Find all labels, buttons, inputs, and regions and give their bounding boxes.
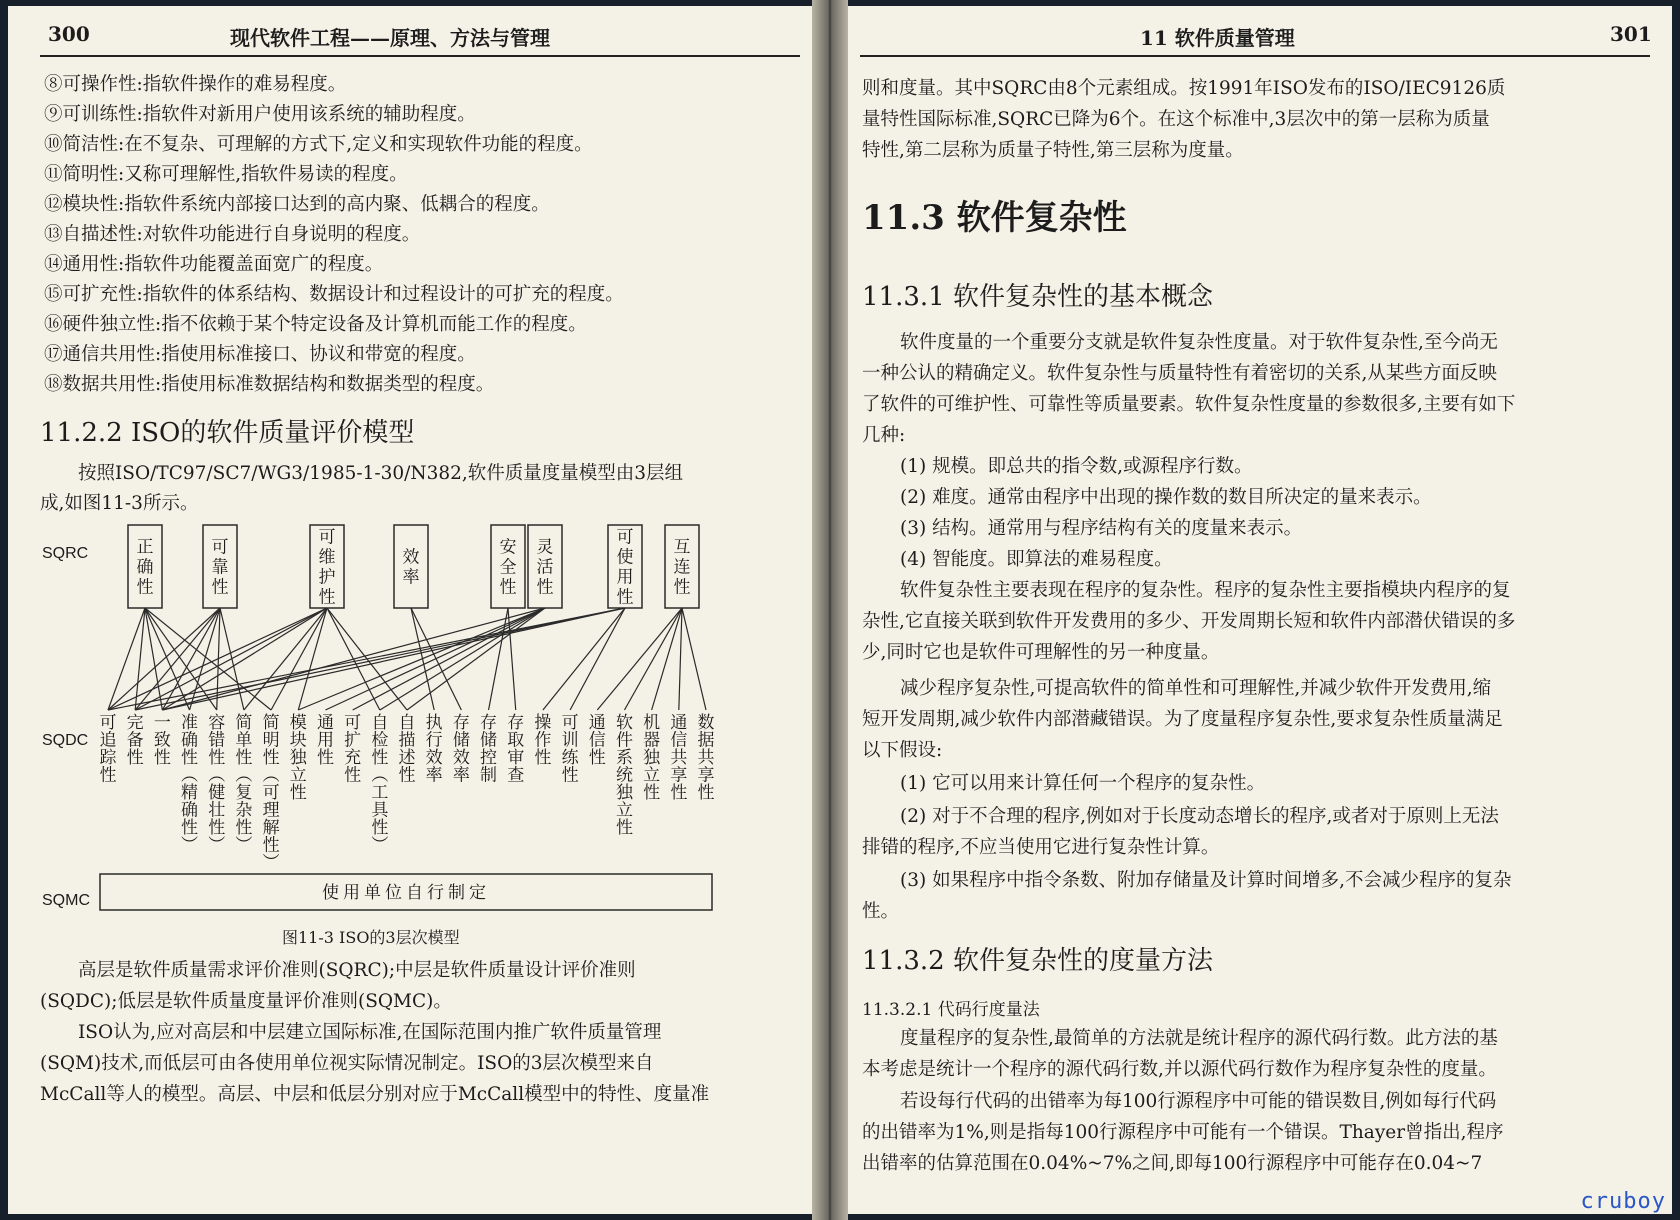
left-page-number: 300 [48,22,90,46]
sqdc-item-char: 统 [615,765,633,786]
sqdc-item-char: 存 [480,713,498,733]
sqdc-item-char: 训 [561,730,579,751]
sqrc-box-char: 性 [536,577,554,598]
sqdc-item-char: 立 [289,765,307,786]
body-line: 杂性,它直接关联到软件开发费用的多少、开发周期长短和软件内部潜伏错误的多 [862,611,1516,632]
sqdc-item-char: 性 [262,748,280,768]
sqdc-item-char: ︶ [181,835,199,856]
body-line: 量特性国际标准,SQRC已降为6个。在这个标准中,3层次中的第一层称为质量 [862,109,1490,130]
sqdc-item-char: ︶ [371,835,389,856]
sqdc-item-char: 储 [452,730,470,751]
sqdc-item-char: 简 [262,713,280,733]
assumption-line: 排错的程序,不应当使用它进行复杂性计算。 [862,837,1220,858]
sqdc-item-char: 器 [643,730,661,751]
sqrc-box-char: 护 [318,567,336,588]
connection-line [190,608,220,710]
connection-line [682,608,706,710]
watermark: cruboy [1580,1189,1666,1214]
sqdc-item-char: 共 [697,748,715,768]
sqdc-item-char: 性 [561,765,579,786]
body-line: (SQM)技术,而低层可由各使用单位视实际情况制定。ISO的3层次模型来自 [40,1053,654,1074]
sqrc-box-char: 使 [616,547,634,568]
sqrc-box-char: 灵 [536,537,554,558]
list-item: ⑧可操作性:指软件操作的难易程度。 [44,74,347,95]
sqdc-item-char: 致 [153,730,171,751]
sqdc-item-char: 通 [316,713,334,733]
sqdc-item-char: 性 [235,818,253,838]
sqdc-item-char: 错 [208,730,226,751]
sqdc-item-char: 效 [452,748,470,768]
body-line: 短开发周期,减少软件内部潜藏错误。为了度量程序复杂性,要求复杂性质量满足 [862,709,1503,730]
sqdc-item-char: 机 [643,713,661,733]
sqdc-item-char: 理 [262,800,280,821]
sqrc-boxes [128,525,699,608]
sqdc-item-char: 复 [235,783,253,803]
sqrc-box-char: 性 [136,577,154,598]
sqdc-item-char: 制 [480,765,498,786]
sqdc-item-char: 共 [670,748,688,768]
list-item: ⑩简洁性:在不复杂、可理解的方式下,定义和实现软件功能的程度。 [44,134,593,155]
sqdc-item-char: 行 [425,730,443,751]
sqdc-item-char: 性 [181,818,199,838]
sqdc-item-char: 效 [425,748,443,768]
sqdc-item-char: 执 [425,713,443,733]
sqdc-item-char: 性 [235,748,253,768]
body-line: 高层是软件质量需求评价准则(SQRC);中层是软件质量设计评价准则 [78,960,636,981]
list-item: ⑭通用性:指软件功能覆盖面宽广的程度。 [44,254,384,275]
sqdc-item-char: 检 [371,730,389,751]
sqdc-item-char: 自 [371,713,389,733]
measure-item: (1) 规模。即总共的指令数,或源程序行数。 [900,456,1253,477]
sqdc-item-char: 备 [126,730,144,751]
list-item: ⑮可扩充性:指软件的体系结构、数据设计和过程设计的可扩充的程度。 [44,284,624,305]
body-line: 软件度量的一个重要分支就是软件复杂性度量。对于软件复杂性,至今尚无 [900,332,1498,353]
sqdc-item-char: 据 [697,730,715,751]
sqrc-box-char: 性 [499,577,517,598]
sqdc-item-char: 操 [534,713,552,733]
body-line: 少,同时它也是软件可理解性的另一种度量。 [862,642,1220,663]
intro-line: 按照ISO/TC97/SC7/WG3/1985-1-30/N382,软件质量度量模型由3层组 [78,463,684,484]
sqdc-item-char: 审 [507,748,525,768]
sqdc-item-char: ︵ [181,765,199,786]
sqdc-item-char: 独 [289,748,307,768]
sqdc-item-char: 性 [615,818,633,838]
sqdc-item-char: 性 [697,783,715,803]
sqdc-item-char: 一 [153,713,171,733]
section-heading-11-3: 11.3 软件复杂性 [862,198,1127,238]
sqdc-item-char: ︶ [262,853,280,873]
sqdc-item-char: 软 [615,713,633,733]
sqdc-item-char: 性 [262,835,280,856]
sqdc-item-char: 性 [371,748,389,768]
sqdc-item-char: 完 [126,713,144,733]
sqdc-item-char: 单 [235,730,253,751]
sqdc-item-char: 可 [344,713,362,733]
sqdc-item-char: 性 [316,748,334,768]
sqdc-item-char: 杂 [235,800,253,821]
sqdc-item-char: 明 [262,730,280,751]
connection-line [489,608,508,710]
sqdc-item-char: ︶ [235,835,253,856]
sqdc-item-char: 性 [371,818,389,838]
sqdc-item-char: 性 [588,748,606,768]
connection-line [570,608,625,710]
body-line: 特性,第二层称为质量子特性,第三层称为度量。 [862,140,1244,161]
right-running-head: 11 软件质量管理 [1140,26,1295,50]
body-line: 几种: [862,425,906,446]
sqrc-box-char: 确 [136,557,154,578]
left-running-head: 现代软件工程——原理、方法与管理 [230,26,550,50]
connection-line [108,608,625,710]
sqrc-box-char: 维 [318,547,336,568]
sqdc-item-char: 性 [344,765,362,786]
sqdc-item-char: 独 [615,783,633,803]
connection-lines [108,608,706,710]
body-line: 一种公认的精确定义。软件复杂性与质量特性有着密切的关系,从某些方面反映 [862,363,1497,384]
sqdc-item-char: 充 [344,748,362,768]
list-item: ⑪简明性:又称可理解性,指软件易读的程度。 [44,164,408,185]
connection-line [244,608,327,710]
sqdc-item-char: 解 [262,818,280,838]
sqdc-item-char: 独 [643,748,661,768]
sqrc-box-char: 性 [673,577,691,598]
sqrc-box-char: 用 [616,567,634,588]
body-line: (SQDC);低层是软件质量度量评价准则(SQMC)。 [40,991,452,1012]
measure-item: (3) 结构。通常用与程序结构有关的度量来表示。 [900,518,1303,539]
sqrc-box-char: 性 [616,587,634,608]
assumption-line: (2) 对于不合理的程序,例如对于长度动态增长的程序,或者对于原则上无法 [900,806,1499,827]
sqdc-item-char: 健 [208,783,226,803]
sqdc-item-char: 性 [126,748,144,768]
sqdc-item-char: 模 [289,713,307,733]
section-heading-11-3-2: 11.3.2 软件复杂性的度量方法 [862,946,1213,976]
right-header-rule [860,55,1650,57]
connection-line [407,608,545,710]
sqrc-box-char: 活 [536,557,554,578]
sqdc-item-char: 件 [615,730,633,751]
sqrc-box-char: 安 [499,537,517,558]
section-heading-11-3-2-1: 11.3.2.1 代码行度量法 [862,1000,1040,1020]
assumption-line: 性。 [862,901,900,922]
sqdc-item-char: 查 [507,765,525,786]
sqrc-box-char: 靠 [211,557,229,578]
body-line: 的出错率为1%,则是指每100行源程序中可能有一个错误。Thayer曾指出,程序 [862,1122,1504,1143]
sqdc-item-char: 性 [534,748,552,768]
sqdc-item-char: 块 [289,730,307,751]
sqdc-item-char: 性 [181,748,199,768]
sqrc-box-char: 效 [402,547,420,568]
sqdc-item-char: 确 [181,730,199,751]
sqrc-box-char: 连 [673,557,691,578]
sqdc-item-char: 享 [697,765,715,786]
sqdc-item-char: 系 [615,748,633,768]
sqmc-label: SQMC [42,892,90,909]
sqdc-item-char: ︵ [262,765,280,786]
sqdc-item-char: 述 [398,748,416,768]
list-item: ⑨可训练性:指软件对新用户使用该系统的辅助程度。 [44,104,476,125]
sqrc-box-char: 可 [211,537,229,558]
sqrc-label: SQRC [42,545,89,562]
sqdc-item-char: 存 [507,713,525,733]
sqdc-item-char: 控 [480,748,498,768]
measure-item: (4) 智能度。即算法的难易程度。 [900,549,1173,570]
sqdc-item-char: 信 [670,730,688,751]
sqdc-item-char: 立 [643,765,661,786]
sqdc-item-char: 性 [99,765,117,786]
body-line: 软件复杂性主要表现在程序的复杂性。程序的复杂性主要指模块内程序的复 [900,580,1511,601]
sqmc-text: 使用单位自行制定 [322,883,490,903]
list-item: ⑫模块性:指软件系统内部接口达到的高内聚、低耦合的程度。 [44,194,550,215]
connection-line [597,608,682,710]
sqdc-label: SQDC [42,732,89,749]
connection-line [679,608,682,710]
assumption-line: (3) 如果程序中指令条数、附加存储量及计算时间增多,不会减少程序的复杂 [900,870,1512,891]
sqdc-item-char: 存 [452,713,470,733]
sqdc-item-char: 简 [235,713,253,733]
sqdc-item-char: 立 [615,800,633,821]
sqdc-item-char: 自 [398,713,416,733]
sqdc-item-char: 追 [99,730,117,751]
sqdc-item-char: 描 [398,730,416,751]
sqdc-item-char: 信 [588,730,606,751]
list-item: ⑬自描述性:对软件功能进行自身说明的程度。 [44,224,421,245]
connection-line [652,608,682,710]
assumption-line: (1) 它可以用来计算任何一个程序的复杂性。 [900,773,1266,794]
sqdc-item-char: 准 [181,713,199,733]
sqdc-item-char: ︵ [371,765,389,786]
sqdc-item-char: 用 [316,730,334,751]
sqdc-item-char: 壮 [208,800,226,821]
sqdc-item-char: ︵ [208,765,226,786]
section-heading-11-3-1: 11.3.1 软件复杂性的基本概念 [862,282,1213,312]
sqdc-item-char: 性 [153,748,171,768]
sqdc-item-char: 性 [289,783,307,803]
list-item: ⑯硬件独立性:指不依赖于某个特定设备及计算机而能工作的程度。 [44,314,587,335]
sqdc-item-char: 性 [208,748,226,768]
sqdc-item-char: 扩 [344,730,362,751]
body-line: McCall等人的模型。高层、中层和低层分别对应于McCall模型中的特性、度量准 [40,1084,710,1105]
sqdc-item-char: 率 [425,765,443,786]
sqrc-box-char: 性 [318,587,336,608]
sqdc-item-char: ︶ [208,835,226,856]
list-item: ⑰通信共用性:指使用标准接口、协议和带宽的程度。 [44,344,476,365]
sqdc-item-char: ︵ [235,765,253,786]
connection-line [624,608,682,710]
sqdc-item-char: 性 [208,818,226,838]
sqdc-item-char: 通 [670,713,688,733]
sqrc-box-char: 性 [211,577,229,598]
sqdc-item-char: 工 [371,783,389,803]
sqdc-items [100,713,715,873]
sqdc-item-char: 享 [670,765,688,786]
sqdc-item-char: 可 [99,713,117,733]
sqdc-item-char: 作 [534,730,552,751]
sqdc-item-char: 数 [697,713,715,733]
section-heading-11-2-2: 11.2.2 ISO的软件质量评价模型 [40,418,415,448]
body-line: 度量程序的复杂性,最简单的方法就是统计程序的源代码行数。此方法的基 [900,1028,1498,1049]
sqdc-item-char: 可 [561,713,579,733]
right-page-number: 301 [1610,22,1652,46]
body-line: 了软件的可维护性、可靠性等质量要素。软件复杂性度量的参数很多,主要有如下 [862,394,1516,415]
sqrc-box-char: 可 [318,527,336,548]
sqdc-item-char: 确 [181,800,199,821]
sqdc-item-char: 储 [480,730,498,751]
body-line: 以下假设: [862,740,943,761]
sqdc-item-char: 性 [643,783,661,803]
intro-line: 成,如图11-3所示。 [40,493,199,514]
sqdc-item-char: 精 [181,783,199,803]
sqrc-box-char: 互 [673,537,691,558]
measure-item: (2) 难度。通常由程序中出现的操作数的数目所决定的量来表示。 [900,487,1432,508]
sqrc-box-char: 可 [616,527,634,548]
list-item: ⑱数据共用性:指使用标准数据结构和数据类型的程度。 [44,374,495,395]
body-line: ISO认为,应对高层和中层建立国际标准,在国际范围内推广软件质量管理 [78,1022,662,1043]
sqrc-box-char: 率 [402,567,420,588]
sqdc-item-char: 具 [371,800,389,821]
connection-line [380,608,545,710]
sqdc-item-char: 通 [588,713,606,733]
body-line: 出错率的估算范围在0.04%~7%之间,即每100行源程序中可能存在0.04~7 [862,1153,1483,1174]
sqdc-item-char: 性 [398,765,416,786]
sqdc-item-char: 率 [452,765,470,786]
sqdc-item-char: 容 [208,713,226,733]
figure-caption: 图11-3 ISO的3层次模型 [282,928,460,947]
sqrc-box-char: 全 [499,557,517,578]
sqdc-item-char: 取 [507,730,525,751]
book-gutter [812,0,848,1220]
body-line: 减少程序复杂性,可提高软件的简单性和可理解性,并减少软件开发费用,缩 [900,678,1492,699]
body-line: 则和度量。其中SQRC由8个元素组成。按1991年ISO发布的ISO/IEC9126质 [862,78,1506,99]
sqdc-item-char: 性 [670,783,688,803]
sqdc-item-char: 可 [262,783,280,803]
sqrc-box-char: 正 [136,537,154,558]
body-line: 本考虑是统计一个程序的源代码行数,并以源代码行数作为程序复杂性的度量。 [862,1059,1497,1080]
sqdc-item-char: 踪 [99,748,117,768]
body-line: 若设每行代码的出错率为每100行源程序中可能的错误数目,例如每行代码 [900,1091,1497,1112]
sqdc-item-char: 练 [561,748,579,768]
